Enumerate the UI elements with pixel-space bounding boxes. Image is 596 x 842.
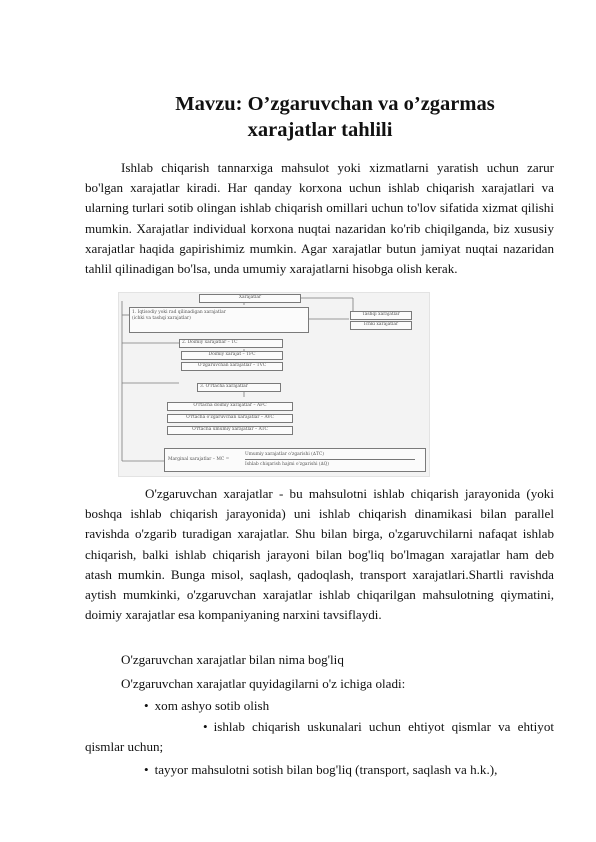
- diagram-box-3c: O'rtacha umumiy xarajatlar – ATC: [167, 426, 293, 435]
- bullet-dot: •: [144, 698, 149, 713]
- diagram-box-2a: Doimiy xarajat – TFC: [181, 351, 283, 360]
- bullet-item-3: [144, 760, 497, 780]
- title-line-1: Mavzu: O’zgaruvchan va o’zgarmas: [175, 93, 495, 115]
- diagram-box-1: [129, 307, 309, 333]
- line-intro: O'zgaruvchan xarajatlar quyidagilarni o'z ichiga oladi:: [121, 676, 406, 691]
- diagram-box-4-denominator: Ishlab chiqarish hajmi o'zgarishi (∆Q): [245, 462, 329, 467]
- diagram-box-right-bottom: Ichki xarajatlar: [350, 321, 412, 330]
- title-line-2: xarajatlar tahlili: [247, 119, 393, 141]
- cost-diagram: [118, 292, 430, 477]
- diagram-box-1-line1: 1. Iqtisodiy yoki rad qilinadigan xarajatlar: [132, 310, 226, 315]
- bullet-text: xom ashyo sotib olish: [154, 698, 270, 713]
- bullet-item-1: [144, 696, 269, 716]
- paragraph-intro: Ishlab chiqarish tannarxiga mahsulot yoki xizmatlarni yaratish uchun zarur bo'lgan xarajatlar kiradi. Har qanday korxona uchun ishlab chiqarish xarajatlari va ularning turlari sotib olingan ishlab chiqarish omillari uchun to'lov sifatida xizmat qilishi mumkin. Xarajatlar individual korxona nuqtai nazaridan ko'rib chiqilganda, biz xususiy xarajatlar haqida gapirishimiz mumkin. Agar xarajatlar butun jamiyat nuqtai nazaridan tahlil qilinadigan bo'lsa, unda umumiy xarajatlarni hisobga olish kerak.: [85, 160, 554, 277]
- diagram-box-3b: O'rtacha o'zgaruvchan xarajatlar – AVC: [167, 414, 293, 423]
- line-question: O'zgaruvchan xarajatlar bilan nima bog'liq: [121, 652, 344, 667]
- diagram-box-4-numerator: Umumiy xarajatlar o'zgarishi (∆TC): [245, 452, 324, 457]
- paragraph-variable-costs: O'zgaruvchan xarajatlar - bu mahsulotni ishlab chiqarish jarayonida (yoki boshqa ishlab chiqarish jarayonida) uni ishlab chiqarish dinamikasi bilan parallel ravishda o'zgarib turadigan xarajatlar. Shu bilan birga, o'zgaruvchilarni nafaqat ishlab chiqarish, balki ishlab chiqarish jarayoni bilan bog'liq bo'lmagan xarajatlar ham deb atash mumkin. Bunga misol, saqlash, qadoqlash, transport xarajatlari.Shartli ravishda aytish mumkinki, o'zgaruvchan xarajatlar ishlab chiqarilgan mahsulotning qiymatini, doimiy xarajatlar esa kompaniyaning narxini tavsiflaydi.: [85, 486, 554, 623]
- bullet-text: tayyor mahsulotni sotish bilan bog'liq (transport, saqlash va h.k.),: [154, 762, 498, 777]
- bullet-dot: •: [144, 762, 149, 777]
- diagram-box-3: 3. O'rtacha xarajatlar: [197, 383, 281, 392]
- diagram-box-right-top: Tashqi xarajatlar: [350, 311, 412, 320]
- bullet-item-2: [85, 717, 554, 757]
- diagram-box-2: 2. Doimiy xarajatlar – TC: [179, 339, 283, 348]
- bullet-text: ishlab chiqarish uskunalari uchun ehtiyot qismlar va ehtiyot qismlar uchun;: [85, 719, 554, 754]
- diagram-box-2b: O'zgaruvchan xarajatlar – TVC: [181, 362, 283, 371]
- diagram-box-3a: O'rtacha doimiy xarajatlar – AFC: [167, 402, 293, 411]
- bullet-dot: •: [203, 719, 208, 734]
- diagram-box-1-line2: (ichki va tashqi xarajatlar): [132, 316, 191, 321]
- diagram-box-4-fraction-bar: [245, 459, 415, 460]
- diagram-box-top: Xarajatlar: [199, 294, 301, 303]
- diagram-box-4: [164, 448, 426, 472]
- diagram-box-4-label: Marginal xarajatlar – MC =: [168, 457, 230, 462]
